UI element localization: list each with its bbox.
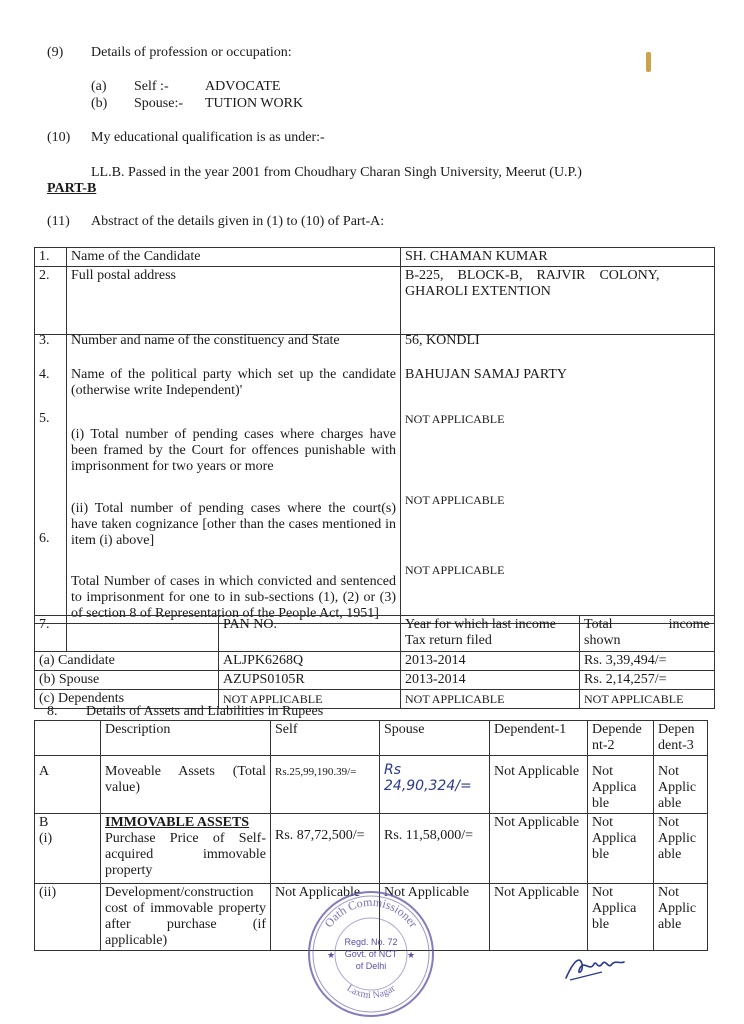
- rowB-dep3: Not Applic able: [654, 814, 708, 884]
- dependents-income: NOT APPLICABLE: [580, 690, 715, 709]
- candidate-year: 2013-2014: [401, 652, 580, 671]
- pan-header: PAN NO.: [219, 616, 401, 652]
- row7-number: 7.: [35, 616, 67, 652]
- sec10-detail: LL.B. Passed in the year 2001 from Choudhary Charan Singh University, Meerut (U.P.): [91, 165, 582, 180]
- row4-number: 4.: [39, 367, 50, 382]
- header-self: Self: [271, 721, 380, 756]
- stamp-star-left: ★: [327, 950, 336, 960]
- rowA-description: Moveable Assets (Total value): [101, 756, 271, 814]
- svg-text:Oath Commissioner: [322, 895, 421, 930]
- rows3-6-numbers: [35, 335, 67, 624]
- row3-label: Number and name of the constituency and State: [71, 333, 340, 348]
- rowA-self: Rs.25,99,190.39/=: [271, 756, 380, 814]
- rowB-subkey: (i): [39, 831, 53, 846]
- pan-table: [34, 615, 715, 709]
- row5-value-i: NOT APPLICABLE: [405, 412, 505, 426]
- part-b-heading: PART-B: [47, 181, 97, 196]
- rowB-key: B: [39, 815, 49, 830]
- rowii-dep2: Not Applica ble: [588, 884, 654, 951]
- dependents-pan: NOT APPLICABLE: [219, 690, 401, 709]
- sec9-self-key: (a): [91, 79, 107, 94]
- spouse-year: 2013-2014: [401, 671, 580, 690]
- row6-label: Total Number of cases in which convicted and sentenced to imprisonment for one to in sub-sections (1), (2) or (3) of section 8 of Representation of the People Act, 1951]: [71, 574, 396, 621]
- header-description: Description: [101, 721, 271, 756]
- row3-number: 3.: [39, 333, 50, 348]
- income-header-line2: shown: [584, 633, 621, 648]
- income-header-line1: Total income: [584, 617, 710, 632]
- row7-blank: [67, 616, 219, 652]
- sec9-spouse-label: Spouse:-: [134, 96, 183, 111]
- rowA-key: A: [35, 756, 101, 814]
- row6-number: 6.: [39, 531, 50, 546]
- row1-value: SH. CHAMAN KUMAR: [401, 248, 715, 267]
- row5-label-i: (i) Total number of pending cases where charges have been framed by the Court for offences punishable with imprisonment for two years or more: [71, 427, 396, 474]
- rowii-description: Development/construction cost of immovable property after purchase (if applicable): [101, 884, 271, 951]
- header-dep3-line2: dent-3: [658, 738, 694, 753]
- rowB-dep2: Not Applica ble: [588, 814, 654, 884]
- rows3-6-labels: [67, 335, 401, 624]
- row5-label-ii: (ii) Total number of pending cases where the court(s) have taken cognizance [other than the cases mentioned in item (i) above]: [71, 501, 396, 548]
- spouse-income: Rs. 2,14,257/=: [580, 671, 715, 690]
- stamp-line-2: Govt. of NCT: [344, 949, 398, 959]
- row2-value: [401, 267, 715, 335]
- row2-label: Full postal address: [67, 267, 401, 335]
- sec8-title: Details of Assets and Liabilities in Rupees: [86, 704, 324, 719]
- candidate-income: Rs. 3,39,494/=: [580, 652, 715, 671]
- rowB-keys: [35, 814, 101, 884]
- rowB-dep1: Not Applicable: [490, 814, 588, 884]
- abstract-table: [34, 247, 715, 624]
- rowii-spouse: Not Applicable: [380, 884, 490, 951]
- header-dep3-line1: Depen: [658, 722, 695, 737]
- sec10-number: (10): [47, 130, 71, 145]
- rowA-dep1: Not Applicable: [490, 756, 588, 814]
- signature: [562, 950, 628, 984]
- stamp-line-3: of Delhi: [355, 961, 387, 971]
- rowii-self: Not Applicable: [271, 884, 380, 951]
- rows3-6-values: [401, 335, 715, 624]
- year-header: Year for which last income Tax return filed: [401, 616, 580, 652]
- sec9-title: Details of profession or occupation:: [91, 45, 292, 60]
- sec9-self-label: Self :-: [134, 79, 169, 94]
- spouse-label: (b) Spouse: [35, 671, 219, 690]
- address-line-1: B-225, BLOCK-B, RAJVIR COLONY,: [405, 268, 660, 283]
- sec9-number: (9): [47, 45, 64, 60]
- header-blank: [35, 721, 101, 756]
- sec11-title: Abstract of the details given in (1) to (10) of Part-A:: [91, 214, 385, 229]
- row3-value: 56, KONDLI: [405, 333, 480, 348]
- stamp-top-text: Oath Commissioner: [321, 894, 421, 931]
- margin-mark: [646, 52, 651, 72]
- rowA-dep3: Not Applic able: [654, 756, 708, 814]
- header-spouse: Spouse: [380, 721, 490, 756]
- income-header: [580, 616, 715, 652]
- sec9-self-value: ADVOCATE: [205, 79, 281, 94]
- stamp-bottom-text: Laxmi Nagar: [344, 982, 398, 1002]
- dependents-year: NOT APPLICABLE: [401, 690, 580, 709]
- row4-label: Name of the political party which set up the candidate (otherwise write Independent)': [71, 367, 396, 398]
- header-dep2-line1: Depende: [592, 722, 642, 737]
- sec9-spouse-key: (b): [91, 96, 108, 111]
- sec9-spouse-value: TUTION WORK: [205, 96, 304, 111]
- rowB-spouse: Rs. 11,58,000/=: [380, 814, 490, 884]
- header-dep2-line2: nt-2: [592, 738, 615, 753]
- rowB-desc-text: Purchase Price of Self-acquired immovable property: [105, 831, 266, 878]
- row4-value: BAHUJAN SAMAJ PARTY: [405, 367, 568, 382]
- oath-commissioner-stamp: [305, 888, 437, 1020]
- sec8-number: 8.: [47, 704, 58, 719]
- stamp-star-right: ★: [407, 950, 416, 960]
- sec11-number: (11): [47, 214, 70, 229]
- rowii-dep3: Not Applic able: [654, 884, 708, 951]
- rowii-key: (ii): [35, 884, 101, 951]
- sec10-title: My educational qualification is as under:-: [91, 130, 325, 145]
- header-dependent-2: [588, 721, 654, 756]
- dependents-label: (c) Dependents: [35, 690, 219, 709]
- address-line-2: GHAROLI EXTENTION: [405, 284, 551, 299]
- row5-number: 5.: [39, 411, 50, 426]
- rowA-dep2: Not Applica ble: [588, 756, 654, 814]
- row1-label: Name of the Candidate: [67, 248, 401, 267]
- row1-number: 1.: [35, 248, 67, 267]
- rowA-spouse-handwritten: Rs 24,90,324/=: [380, 756, 490, 814]
- candidate-label: (a) Candidate: [35, 652, 219, 671]
- row6-value: NOT APPLICABLE: [405, 563, 505, 577]
- header-dependent-3: [654, 721, 708, 756]
- rowB-self: Rs. 87,72,500/=: [271, 814, 380, 884]
- header-dependent-1: Dependent-1: [490, 721, 588, 756]
- row2-number: 2.: [35, 267, 67, 335]
- stamp-line-1: Regd. No. 72: [344, 937, 398, 947]
- svg-text:Laxmi Nagar: [345, 983, 398, 1001]
- spouse-pan: AZUPS0105R: [219, 671, 401, 690]
- row5-value-ii: NOT APPLICABLE: [405, 493, 505, 507]
- rowii-dep1: Not Applicable: [490, 884, 588, 951]
- candidate-pan: ALJPK6268Q: [219, 652, 401, 671]
- rowB-description: [101, 814, 271, 884]
- immovable-assets-heading: IMMOVABLE ASSETS: [105, 815, 250, 830]
